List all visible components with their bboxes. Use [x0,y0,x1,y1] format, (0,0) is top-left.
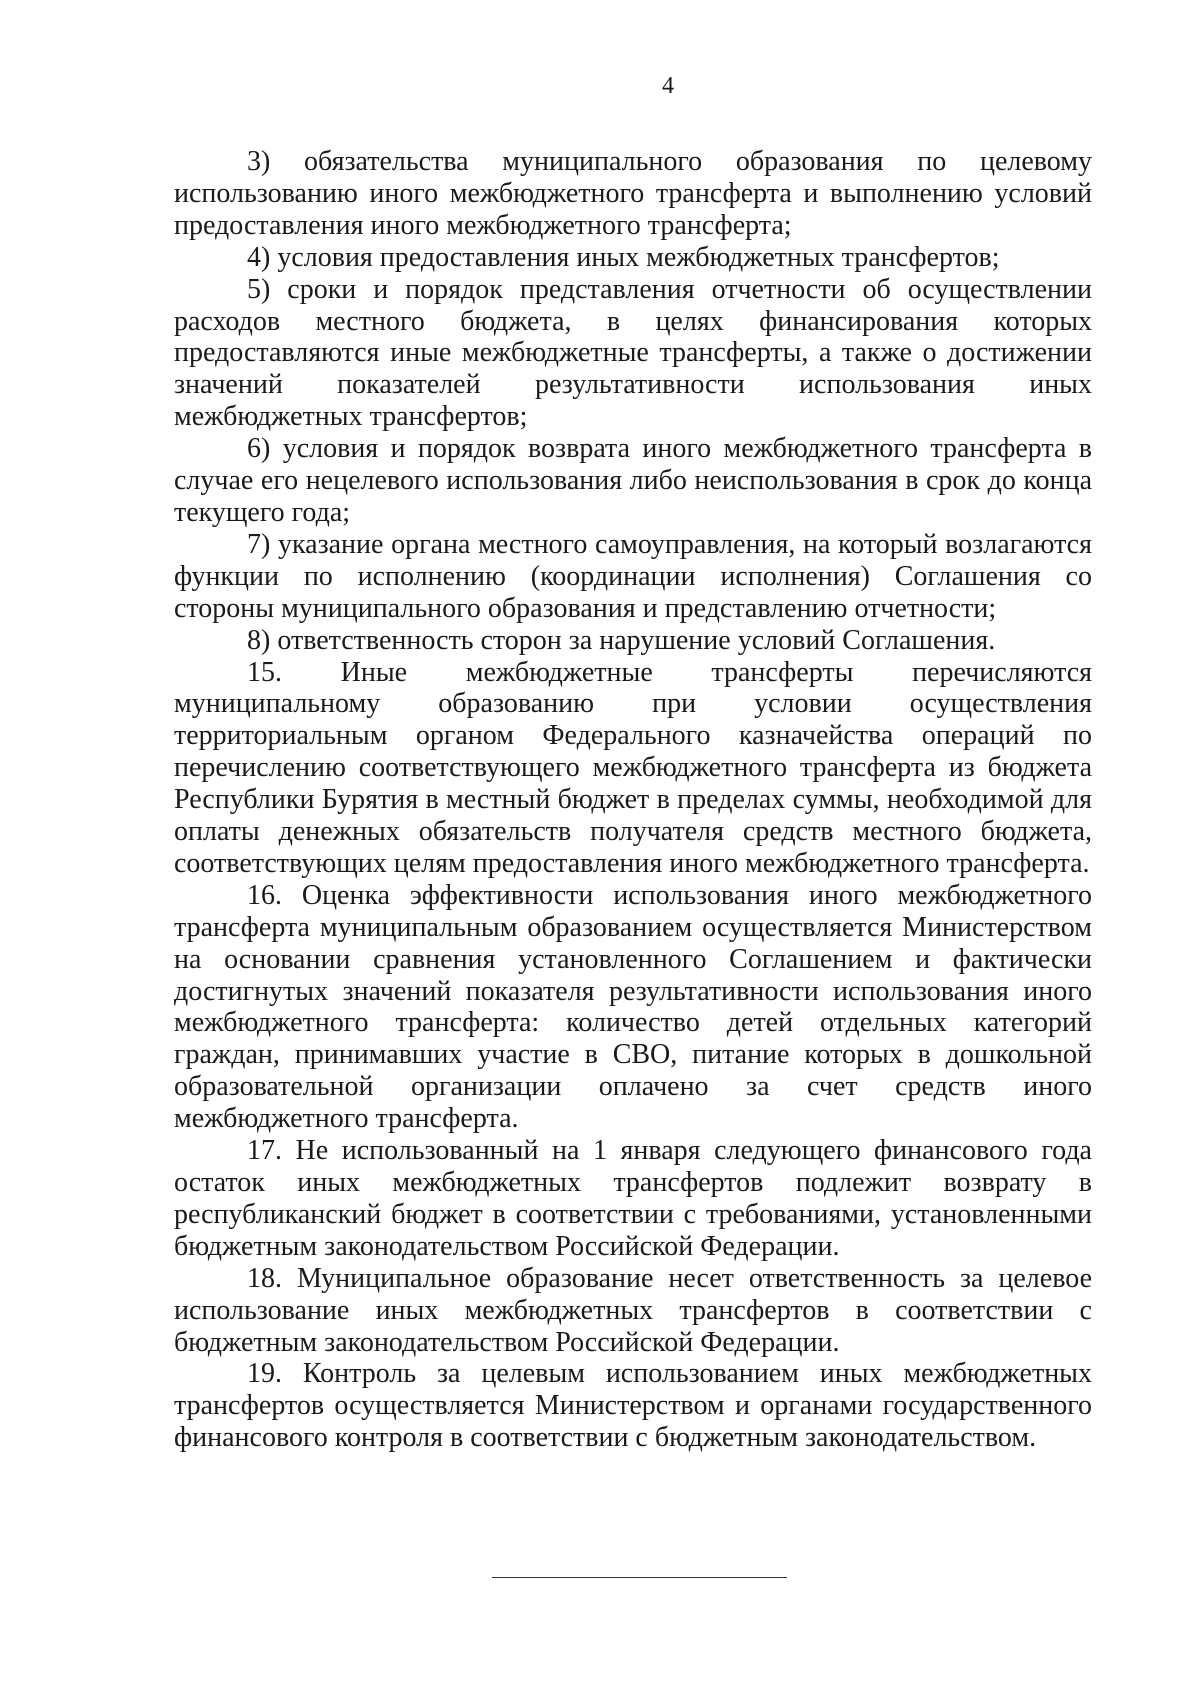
paragraph-clause-17: 17. Не использованный на 1 января следующего финансового года остаток иных межбюджетных трансфертов подлежит возврату в республиканский бюджет в соответствии с требованиями, установленными бюджетным законодательством Российской Федерации. [174,1135,1092,1262]
paragraph-item-7: 7) указание органа местного самоуправления, на который возлагаются функции по исполнению (координации исполнения) Соглашения со стороны муниципального образования и представлению отчетности; [174,528,1092,624]
paragraph-clause-16: 16. Оценка эффективности использования иного межбюджетного трансферта муниципальным образованием осуществляется Министерством на основании сравнения установленного Соглашением и фактически достигнутых значений показателя результативности использования иного межбюджетного трансферта: количество детей отдельных категорий граждан, принимавших участие в СВО, питание которых в дошкольной образовательной организации оплачено за счет средств иного межбюджетного трансферта. [174,879,1092,1135]
paragraph-item-6: 6) условия и порядок возврата иного межбюджетного трансферта в случае его нецелевого использования либо неиспользования в срок до конца текущего года; [174,433,1092,528]
paragraph-item-3: 3) обязательства муниципального образования по целевому использованию иного межбюджетного трансферта и выполнению условий предоставления иного межбюджетного трансферта; [174,146,1092,241]
page-number: 4 [662,73,674,99]
paragraph-clause-19: 19. Контроль за целевым использованием иных межбюджетных трансфертов осуществляется Министерством и органами государственного финансового контроля в соответствии с бюджетным законодательством. [174,1358,1092,1454]
paragraph-item-8: 8) ответственность сторон за нарушение условий Соглашения. [247,624,996,656]
paragraph-clause-15: 15. Иные межбюджетные трансферты перечисляются муниципальному образованию при условии осуществления территориальным органом Федерального казначейства операций по перечислению соответствующего межбюджетного трансферта из бюджета Республики Бурятия в местный бюджет в пределах суммы, необходимой для оплаты денежных обязательств получателя средств местного бюджета, соответствующих целям предоставления иного межбюджетного трансферта. [174,656,1092,879]
document-body [174,146,1092,1454]
paragraph-item-4: 4) условия предоставления иных межбюджетных трансфертов; [247,241,1000,273]
end-of-document-rule [492,1577,787,1578]
paragraph-clause-18: 18. Муниципальное образование несет ответственность за целевое использование иных межбюджетных трансфертов в соответствии с бюджетным законодательством Российской Федерации. [174,1262,1092,1358]
paragraph-item-5: 5) сроки и порядок представления отчетности об осуществлении расходов местного бюджета, в целях финансирования которых предоставляются иные межбюджетные трансферты, а также о достижении значений показателей результативности использования иных межбюджетных трансфертов; [174,273,1092,433]
